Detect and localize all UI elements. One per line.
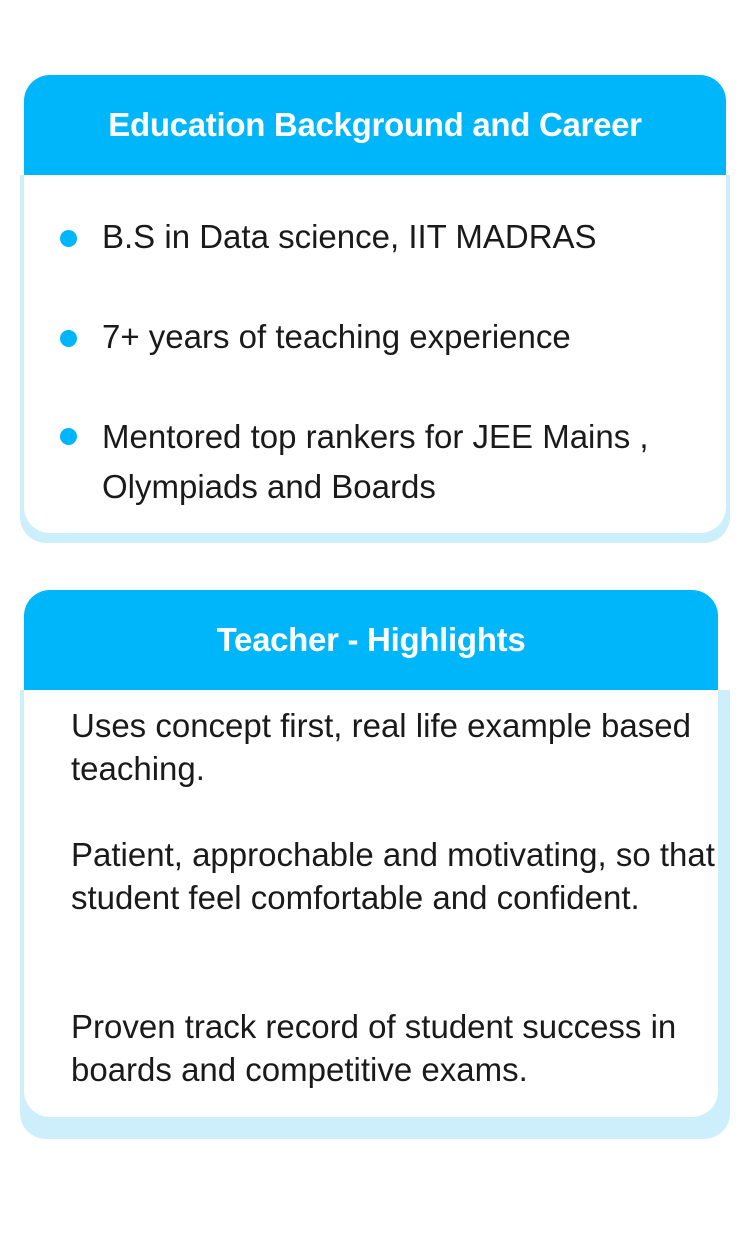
list-item-text: Mentored top rankers for JEE Mains , Olympiads and Boards bbox=[102, 418, 649, 505]
list-item-text: B.S in Data science, IIT MADRAS bbox=[102, 218, 597, 255]
education-list bbox=[24, 75, 726, 533]
highlight-paragraph: Patient, approchable and motivating, so that student feel comfortable and confident. bbox=[71, 836, 715, 916]
education-card bbox=[20, 75, 730, 543]
bullet-icon bbox=[60, 330, 77, 347]
highlights-card-body bbox=[24, 590, 718, 1117]
highlight-paragraph: Uses concept first, real life example based teaching. bbox=[71, 707, 691, 787]
bullet-icon bbox=[60, 428, 77, 445]
bullet-icon bbox=[60, 230, 77, 247]
highlights-card bbox=[20, 590, 730, 1139]
highlights-card-title: Teacher - Highlights bbox=[216, 621, 526, 658]
education-card-body bbox=[24, 75, 726, 533]
list-item-text: 7+ years of teaching experience bbox=[102, 318, 571, 355]
education-card-title: Education Background and Career bbox=[108, 106, 642, 143]
highlight-paragraph: Proven track record of student success in boards and competitive exams. bbox=[71, 1008, 677, 1088]
highlights-card-header bbox=[24, 590, 718, 690]
